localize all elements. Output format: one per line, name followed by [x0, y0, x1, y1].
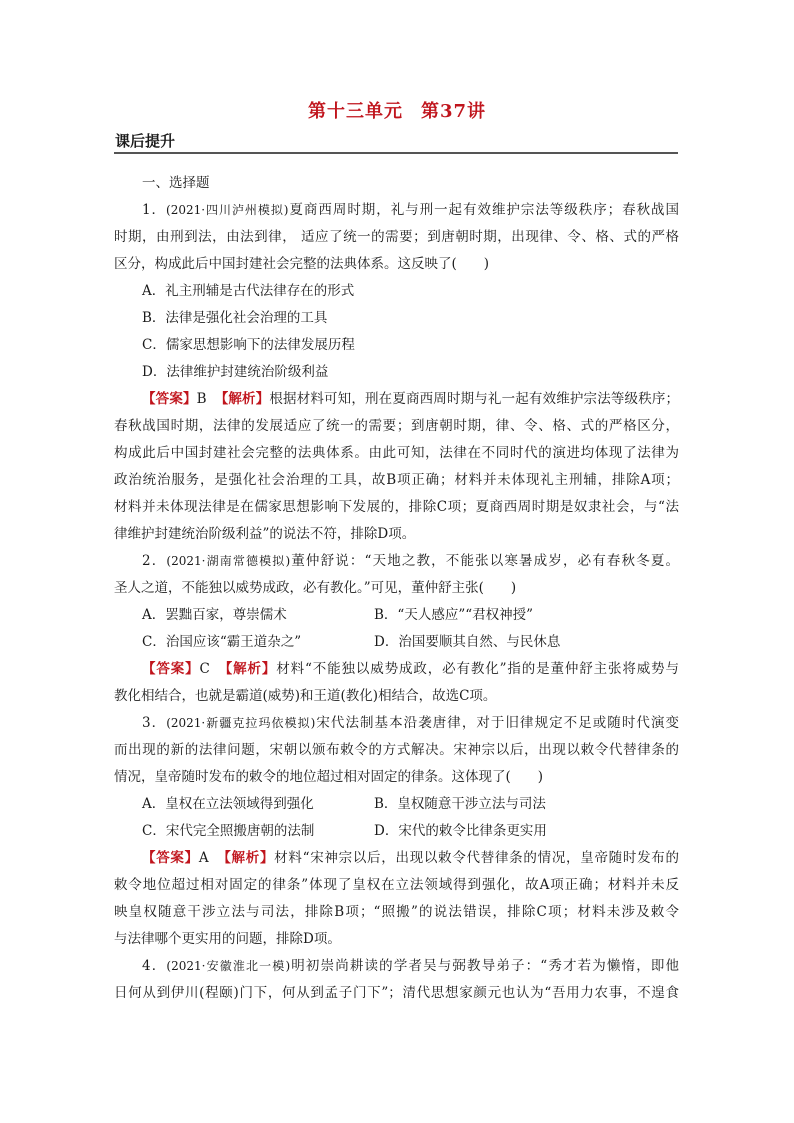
explanation-line: 敕令地位超过相对固定的律条”体现了皇权在立法领域得到强化，故A项正确；材料并未反: [114, 877, 679, 893]
question-2: [114, 548, 679, 710]
answer-value: A: [198, 850, 209, 866]
explanation-line: 春秋战国时期，法律的发展适应了统一的需要；到唐朝时期，律、令、格、式的严格区分，: [114, 418, 679, 434]
option-c: C．治国应该“霸王道杂之”: [142, 634, 302, 650]
unit-title: 第十三单元: [307, 101, 403, 122]
option-c: C．宋代完全照搬唐朝的法制: [142, 823, 315, 839]
stem-text: 夏商西周时期，礼与刑一起有效维护宗法等级秩序；春秋战国: [288, 202, 679, 218]
section-heading: 课后提升: [115, 132, 176, 150]
answer-value: C: [199, 661, 210, 677]
option-a: A．罢黜百家，尊崇儒术: [142, 607, 287, 623]
option-row: [114, 818, 679, 845]
option-b: B．皇权随意干涉立法与司法: [374, 796, 546, 812]
explanation-label: 【解析】: [216, 850, 275, 866]
page-title: [0, 97, 794, 123]
option-d: D．法律维护封建统治阶级利益: [142, 364, 329, 380]
question-number: 2．: [142, 553, 167, 569]
question-source: (2021·新疆克拉玛依模拟): [166, 716, 316, 730]
stem-line: 日何从到伊川(程颐)门下，何从到孟子门下”；清代思想家颜元也认为“吾用力农事，不遑食: [114, 985, 679, 1001]
answer-line: [114, 386, 679, 413]
option-c: C．儒家思想影响下的法律发展历程: [142, 337, 355, 353]
explanation-line: 映皇权随意干涉立法与司法，排除B项；“照搬”的说法错误，排除C项；材料未涉及敕令: [114, 904, 679, 920]
answer-label: 【答案】: [142, 391, 197, 407]
option-a: A．礼主刑辅是古代法律存在的形式: [142, 283, 355, 299]
explanation-line: 律维护封建统治阶级利益”的说法不符，排除D项。: [114, 526, 416, 542]
question-1: [114, 197, 679, 548]
question-number: 1．: [142, 202, 167, 218]
content-body: [114, 170, 679, 1007]
stem-line: 情况，皇帝随时发布的敕令的地位超过相对固定的律条。这体现了( ): [114, 769, 544, 785]
explanation-text: 材料“不能独以威势成政，必有教化”指的是董仲舒主张将威势与: [276, 661, 679, 677]
option-d: D．宋代的敕令比律条更实用: [374, 823, 547, 839]
stem-text: 董仲舒说：“天地之教，不能张以寒暑成岁，必有春秋冬夏。: [290, 553, 679, 569]
explanation-line: 教化相结合，也就是霸道(威势)和王道(教化)相结合，故选C项。: [114, 688, 497, 704]
explanation-line: 构成此后中国封建社会完整的法典体系。由此可知，法律在不同时代的演进均体现了法律为: [114, 445, 679, 461]
stem-line: 圣人之道，不能独以威势成政，必有教化。”可见，董仲舒主张( ): [114, 580, 517, 596]
option-b: B．法律是强化社会治理的工具: [142, 310, 328, 326]
question-type-heading: 一、选择题: [142, 175, 210, 191]
explanation-line: 材料并未体现法律是在儒家思想影响下发展的，排除C项；夏商西周时期是奴隶社会，与“法: [114, 499, 679, 515]
answer-line: [114, 656, 679, 683]
option-a: A．皇权在立法领域得到强化: [142, 796, 314, 812]
stem-line: 时期，由刑到法，由法到律， 适应了统一的需要；到唐朝时期，出现律、令、格、式的严格: [114, 229, 679, 245]
question-source: (2021·湖南常德模拟): [166, 554, 291, 568]
answer-label: 【答案】: [142, 850, 199, 866]
option-row: [114, 791, 679, 818]
stem-line: 区分，构成此后中国封建社会完整的法典体系。这反映了( ): [114, 256, 490, 272]
question-source: (2021·四川泸州模拟): [166, 203, 289, 217]
question-stem: [114, 953, 679, 980]
answer-label: 【答案】: [142, 661, 200, 677]
option-b: B．“天人感应”“君权神授”: [374, 607, 534, 623]
explanation-label: 【解析】: [217, 661, 277, 677]
question-stem: [114, 548, 679, 575]
question-number: 3．: [142, 715, 167, 731]
option-row: [114, 629, 679, 656]
question-source: (2021·安徽淮北一模): [166, 959, 291, 973]
section-divider: [114, 152, 678, 154]
explanation-text: 根据材料可知，刑在夏商西周时期与礼一起有效维护宗法等级秩序；: [269, 391, 679, 407]
answer-line: [114, 845, 679, 872]
answer-value: B: [196, 391, 207, 407]
question-4: [114, 953, 679, 1007]
stem-text: 宋代法制基本沿袭唐律，对于旧律规定不足或随时代演变: [315, 715, 679, 731]
explanation-label: 【解析】: [214, 391, 270, 407]
explanation-line: 政治统治服务，是强化社会治理的工具，故B项正确；材料并未体现礼主刑辅，排除A项；: [114, 472, 679, 488]
question-stem: [114, 710, 679, 737]
question-number: 4．: [142, 958, 167, 974]
question-stem: [114, 197, 679, 224]
stem-text: 明初崇尚耕读的学者吴与弼教导弟子：“秀才若为懒惰，即他: [290, 958, 679, 974]
option-row: [114, 602, 679, 629]
option-d: D．治国要顺其自然、与民休息: [374, 634, 561, 650]
lecture-title: 第37讲: [420, 101, 487, 122]
explanation-text: 材料“宋神宗以后，出现以敕令代替律条的情况，皇帝随时发布的: [274, 850, 679, 866]
question-3: [114, 710, 679, 953]
explanation-line: 与法律哪个更实用的问题，排除D项。: [114, 931, 341, 947]
stem-line: 而出现的新的法律问题，宋朝以颁布敕令的方式解决。宋神宗以后，出现以敕令代替律条的: [114, 742, 679, 758]
